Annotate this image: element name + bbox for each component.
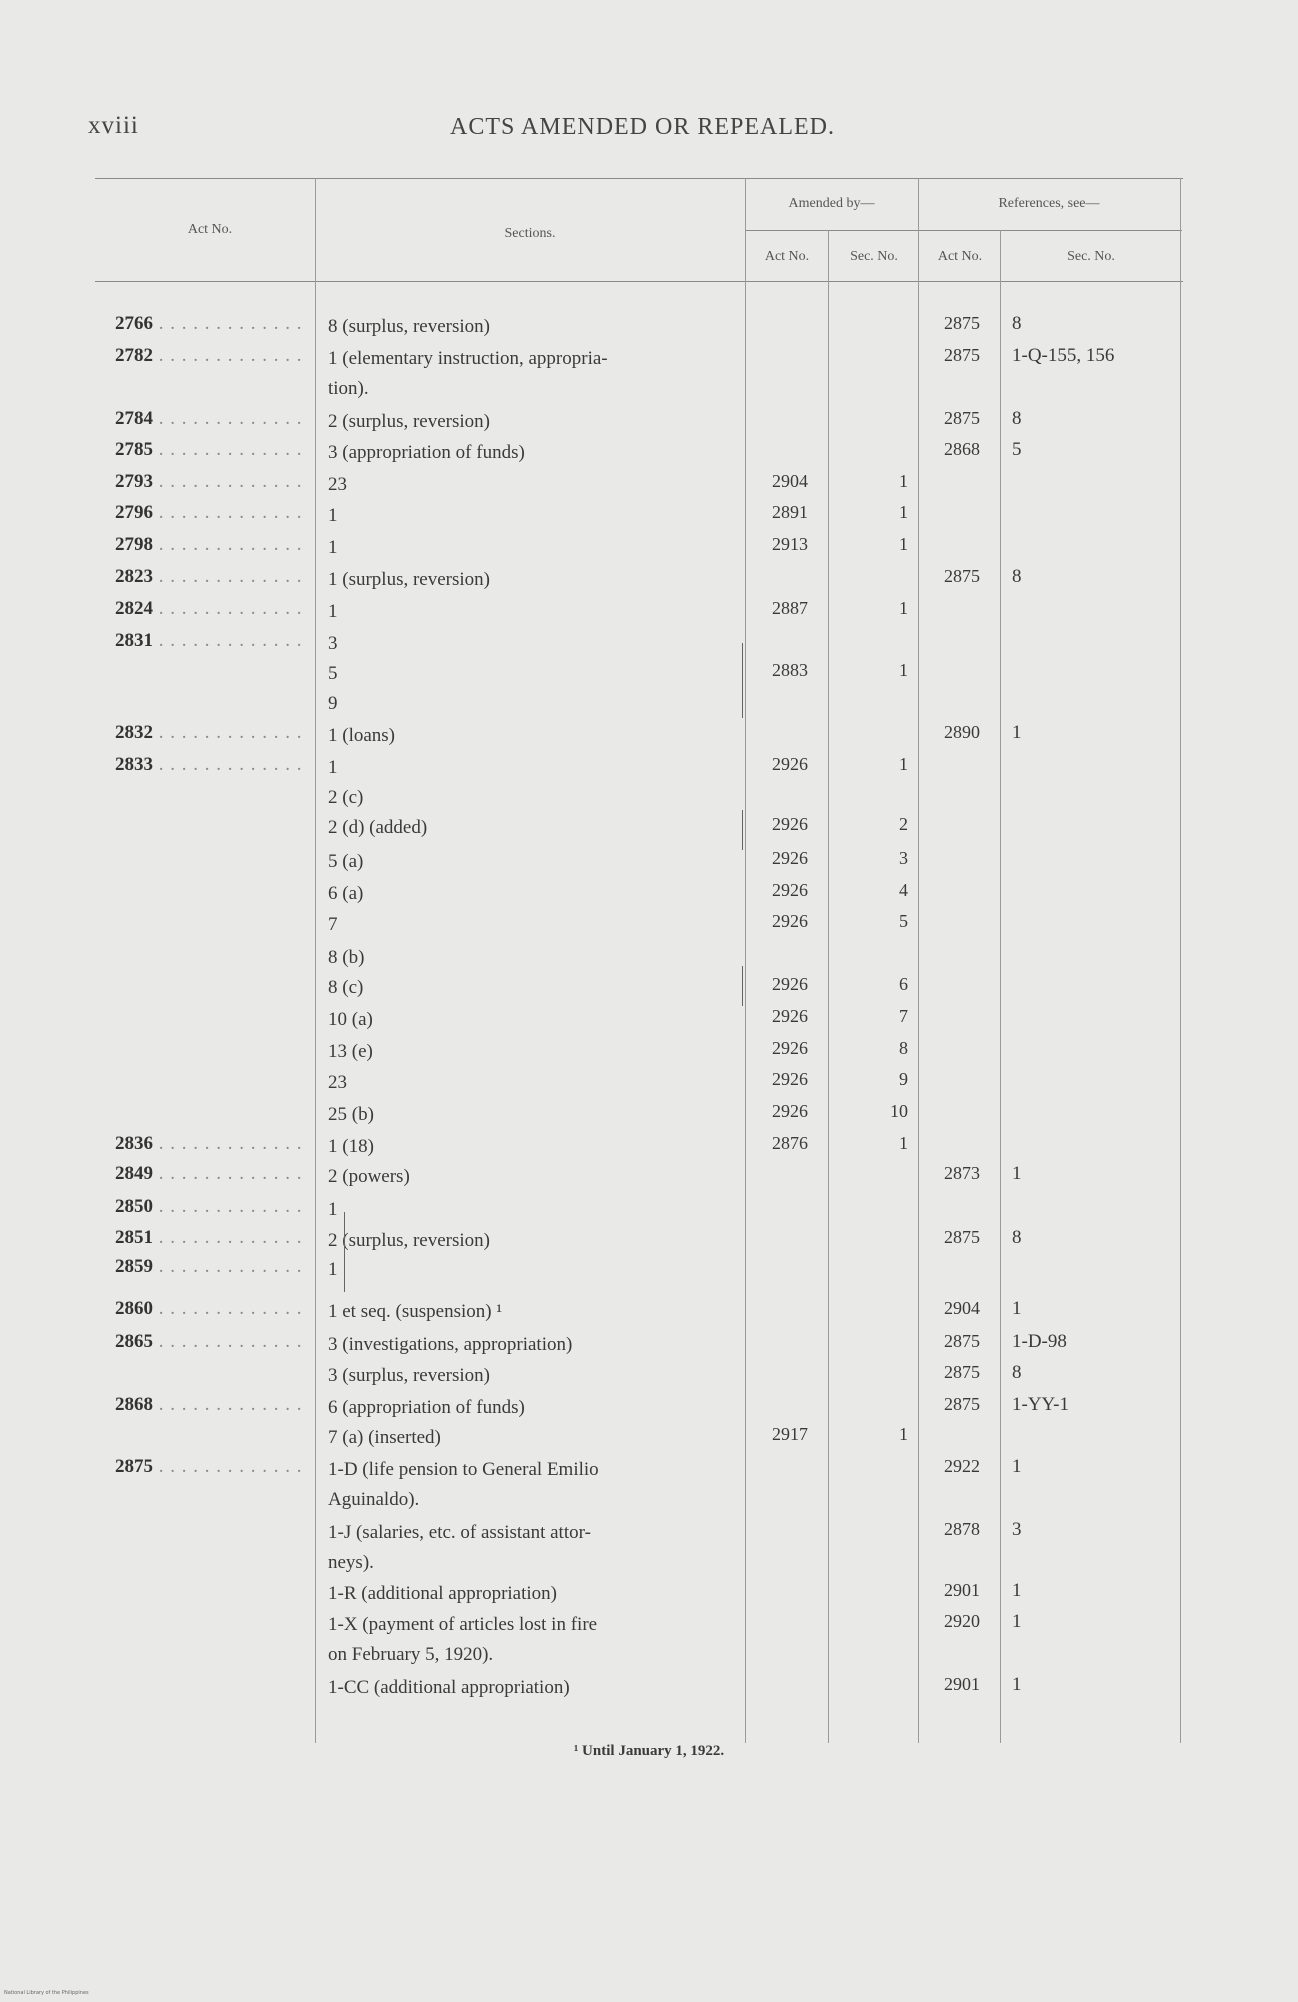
section-text: 1	[328, 537, 338, 558]
dot-leader: . . . . . . . . . . . . .	[153, 754, 303, 775]
table-row	[0, 784, 1298, 814]
amended-act-number: 2926	[772, 1006, 808, 1026]
amended-act-number: 2926	[772, 848, 808, 868]
act-number: 2836 . . . . . . . . . . . . .	[115, 1133, 303, 1154]
act-number: 2796 . . . . . . . . . . . . .	[115, 502, 303, 523]
section-text: 2 (surplus, reversion)	[328, 411, 490, 432]
table-row	[0, 944, 1298, 974]
reference-act-number: 2901	[944, 1674, 980, 1694]
section-text: 1-X (payment of articles lost in fire	[328, 1614, 598, 1635]
header-sections: Sections.	[504, 226, 556, 241]
amended-sec-number: 2	[899, 814, 908, 834]
section-text: 3 (surplus, reversion)	[328, 1365, 490, 1386]
section-text: tion).	[328, 378, 369, 399]
table-row	[0, 1362, 1298, 1392]
dot-leader: . . . . . . . . . . . . .	[153, 1163, 303, 1184]
reference-act-number: 2875	[944, 566, 980, 586]
table-row	[0, 1038, 1298, 1068]
section-text: 8 (surplus, reversion)	[328, 316, 490, 337]
dot-leader: . . . . . . . . . . . . .	[153, 534, 303, 555]
table-row	[0, 814, 1298, 844]
act-number: 2766 . . . . . . . . . . . . .	[115, 313, 303, 334]
section-text: on February 5, 1920).	[328, 1644, 494, 1665]
section-text: 8 (b)	[328, 947, 365, 968]
reference-act-number: 2920	[944, 1611, 980, 1631]
act-number: 2824 . . . . . . . . . . . . .	[115, 598, 303, 619]
dot-leader: . . . . . . . . . . . . .	[153, 313, 303, 334]
reference-sec-number: 8	[1012, 313, 1022, 334]
header-amended-sec-no: Sec. No.	[850, 249, 898, 264]
reference-sec-number: 1	[1012, 1611, 1022, 1632]
table-row	[0, 722, 1298, 752]
act-number: 2793 . . . . . . . . . . . . .	[115, 471, 303, 492]
act-number: 2785 . . . . . . . . . . . . .	[115, 439, 303, 460]
section-text: 23	[328, 1072, 347, 1093]
page-title: ACTS AMENDED OR REPEALED.	[450, 114, 836, 140]
amended-act-number: 2926	[772, 880, 808, 900]
dot-leader: . . . . . . . . . . . . .	[153, 408, 303, 429]
act-number: 2860 . . . . . . . . . . . . .	[115, 1298, 303, 1319]
header-ref-sec-no: Sec. No.	[1067, 249, 1115, 264]
act-number: 2859 . . . . . . . . . . . . .	[115, 1256, 303, 1277]
section-text: 5	[328, 663, 338, 684]
reference-act-number: 2890	[944, 722, 980, 742]
section-text: 3 (appropriation of funds)	[328, 442, 525, 463]
dot-leader: . . . . . . . . . . . . .	[153, 630, 303, 651]
header-ref-act-no: Act No.	[937, 249, 983, 264]
section-text: 2 (d) (added)	[328, 817, 428, 838]
section-text: 1 et seq. (suspension) ¹	[328, 1301, 503, 1322]
dot-leader: . . . . . . . . . . . . .	[153, 1331, 303, 1352]
amended-act-number: 2926	[772, 1069, 808, 1089]
table-row	[0, 1101, 1298, 1131]
reference-act-number: 2875	[944, 1331, 980, 1351]
act-number: 2875 . . . . . . . . . . . . .	[115, 1456, 303, 1477]
amended-act-number: 2917	[772, 1424, 808, 1444]
reference-act-number: 2875	[944, 313, 980, 333]
section-text: 10 (a)	[328, 1009, 373, 1030]
section-text: neys).	[328, 1552, 374, 1573]
bracket-2831	[736, 643, 743, 718]
table-row	[0, 660, 1298, 690]
table-row	[0, 598, 1298, 628]
table-row	[0, 1580, 1298, 1610]
reference-sec-number: 1	[1012, 1580, 1022, 1601]
table-row	[0, 313, 1298, 343]
dot-leader: . . . . . . . . . . . . .	[153, 471, 303, 492]
table-row	[0, 502, 1298, 532]
reference-sec-number: 1	[1012, 1456, 1022, 1477]
table-row	[0, 911, 1298, 941]
act-number: 2833 . . . . . . . . . . . . .	[115, 754, 303, 775]
table-row	[0, 1486, 1298, 1516]
act-number: 2868 . . . . . . . . . . . . .	[115, 1394, 303, 1415]
section-text: 1 (loans)	[328, 725, 396, 746]
header-references: References, see—	[998, 196, 1100, 211]
amended-act-number: 2887	[772, 598, 808, 618]
section-text: 6 (appropriation of funds)	[328, 1397, 525, 1418]
dot-leader: . . . . . . . . . . . . .	[153, 1227, 303, 1248]
table-row	[0, 1227, 1298, 1257]
act-number: 2831 . . . . . . . . . . . . .	[115, 630, 303, 651]
dot-leader: . . . . . . . . . . . . .	[153, 1456, 303, 1477]
reference-act-number: 2922	[944, 1456, 980, 1476]
section-text: 1	[328, 601, 338, 622]
dot-leader: . . . . . . . . . . . . .	[153, 345, 303, 366]
table-row	[0, 439, 1298, 469]
section-text: 5 (a)	[328, 851, 364, 872]
amended-sec-number: 1	[899, 754, 908, 774]
reference-sec-number: 1	[1012, 1674, 1022, 1695]
section-text: Aguinaldo).	[328, 1489, 420, 1510]
table-row	[0, 534, 1298, 564]
section-text: 23	[328, 474, 347, 495]
dot-leader: . . . . . . . . . . . . .	[153, 1196, 303, 1217]
reference-act-number: 2878	[944, 1519, 980, 1539]
amended-sec-number: 1	[899, 598, 908, 618]
section-text: 7	[328, 914, 338, 935]
amended-sec-number: 3	[899, 848, 908, 868]
reference-act-number: 2875	[944, 408, 980, 428]
amended-act-number: 2891	[772, 502, 808, 522]
table-row	[0, 1006, 1298, 1036]
section-text: 1-D (life pension to General Emilio	[328, 1459, 599, 1480]
amended-act-number: 2926	[772, 1101, 808, 1121]
bracket-2833-2c-2d	[736, 810, 743, 850]
section-text: 3	[328, 633, 338, 654]
section-text: 9	[328, 693, 338, 714]
reference-sec-number: 1	[1012, 1163, 1022, 1184]
dot-leader: . . . . . . . . . . . . .	[153, 1256, 303, 1277]
act-number: 2832 . . . . . . . . . . . . .	[115, 722, 303, 743]
amended-act-number: 2904	[772, 471, 808, 491]
table-row	[0, 880, 1298, 910]
dot-leader: . . . . . . . . . . . . .	[153, 1394, 303, 1415]
act-number: 2782 . . . . . . . . . . . . .	[115, 345, 303, 366]
table-row	[0, 1298, 1298, 1328]
table-row	[0, 1196, 1298, 1226]
dot-leader: . . . . . . . . . . . . .	[153, 439, 303, 460]
amended-sec-number: 10	[890, 1101, 908, 1121]
table-row	[0, 974, 1298, 1004]
reference-act-number: 2901	[944, 1580, 980, 1600]
table-row	[0, 408, 1298, 438]
table-row	[0, 1331, 1298, 1361]
section-text: 1	[328, 757, 338, 778]
section-text: 1 (surplus, reversion)	[328, 569, 490, 590]
reference-sec-number: 1-D-98	[1012, 1331, 1067, 1352]
reference-sec-number: 1-YY-1	[1012, 1394, 1069, 1415]
reference-sec-number: 1	[1012, 1298, 1022, 1319]
section-text: 1 (18)	[328, 1136, 374, 1157]
amended-act-number: 2926	[772, 754, 808, 774]
section-text: 8 (c)	[328, 977, 364, 998]
table-row	[0, 1519, 1298, 1549]
amended-sec-number: 1	[899, 1133, 908, 1153]
table-row	[0, 848, 1298, 878]
section-text: 3 (investigations, appropriation)	[328, 1334, 573, 1355]
dot-leader: . . . . . . . . . . . . .	[153, 598, 303, 619]
section-text: 1	[328, 1259, 338, 1280]
amended-act-number: 2876	[772, 1133, 808, 1153]
amended-sec-number: 7	[899, 1006, 908, 1026]
reference-act-number: 2868	[944, 439, 980, 459]
amended-sec-number: 1	[899, 471, 908, 491]
reference-sec-number: 1	[1012, 722, 1022, 743]
amended-sec-number: 1	[899, 660, 908, 680]
act-number: 2823 . . . . . . . . . . . . .	[115, 566, 303, 587]
header-act-no: Act No.	[187, 222, 233, 237]
act-number: 2851 . . . . . . . . . . . . .	[115, 1227, 303, 1248]
section-text: 25 (b)	[328, 1104, 374, 1125]
dot-leader: . . . . . . . . . . . . .	[153, 1133, 303, 1154]
section-text: 13 (e)	[328, 1041, 373, 1062]
reference-sec-number: 8	[1012, 566, 1022, 587]
section-text: 2 (c)	[328, 787, 364, 808]
amended-sec-number: 1	[899, 534, 908, 554]
amended-act-number: 2926	[772, 814, 808, 834]
table-row	[0, 471, 1298, 501]
reference-sec-number: 5	[1012, 439, 1022, 460]
section-text: 7 (a) (inserted)	[328, 1427, 441, 1448]
dot-leader: . . . . . . . . . . . . .	[153, 566, 303, 587]
section-text: 1-R (additional appropriation)	[328, 1583, 557, 1604]
section-text: 1	[328, 1199, 338, 1220]
table-row	[0, 1424, 1298, 1454]
act-number: 2849 . . . . . . . . . . . . .	[115, 1163, 303, 1184]
act-number: 2865 . . . . . . . . . . . . .	[115, 1331, 303, 1352]
footnote: ¹ Until January 1, 1922.	[573, 1743, 725, 1759]
amended-sec-number: 1	[899, 1424, 908, 1444]
dot-leader: . . . . . . . . . . . . .	[153, 502, 303, 523]
dot-leader: . . . . . . . . . . . . .	[153, 722, 303, 743]
reference-act-number: 2875	[944, 1394, 980, 1414]
act-number: 2798 . . . . . . . . . . . . .	[115, 534, 303, 555]
act-number: 2850 . . . . . . . . . . . . .	[115, 1196, 303, 1217]
act-number: 2784 . . . . . . . . . . . . .	[115, 408, 303, 429]
table-row	[0, 1163, 1298, 1193]
table-row	[0, 754, 1298, 784]
section-text: 1-J (salaries, etc. of assistant attor-	[328, 1522, 591, 1543]
table-row	[0, 1456, 1298, 1486]
amended-sec-number: 4	[899, 880, 908, 900]
table-row	[0, 566, 1298, 596]
reference-act-number: 2875	[944, 1362, 980, 1382]
amended-act-number: 2883	[772, 660, 808, 680]
amended-act-number: 2913	[772, 534, 808, 554]
table-row	[0, 345, 1298, 375]
amended-sec-number: 9	[899, 1069, 908, 1089]
reference-act-number: 2875	[944, 345, 980, 365]
header-amended-act-no: Act No.	[764, 249, 810, 264]
reference-sec-number: 8	[1012, 408, 1022, 429]
section-text: 1-CC (additional appropriation)	[328, 1677, 570, 1698]
table-row	[0, 1394, 1298, 1424]
table-row	[0, 1256, 1298, 1286]
amended-act-number: 2926	[772, 911, 808, 931]
dot-leader: . . . . . . . . . . . . .	[153, 1298, 303, 1319]
amended-sec-number: 8	[899, 1038, 908, 1058]
table-row	[0, 690, 1298, 720]
amended-sec-number: 1	[899, 502, 908, 522]
table-row	[0, 1674, 1298, 1704]
table-row	[0, 1133, 1298, 1163]
reference-sec-number: 3	[1012, 1519, 1022, 1540]
reference-act-number: 2875	[944, 1227, 980, 1247]
amended-act-number: 2926	[772, 974, 808, 994]
bracket-2850-2859	[338, 1212, 345, 1292]
table-row	[0, 1611, 1298, 1641]
section-text: 2 (surplus, reversion)	[328, 1230, 490, 1251]
section-text: 2 (powers)	[328, 1166, 410, 1187]
section-text: 1 (elementary instruction, appropria-	[328, 348, 608, 369]
reference-sec-number: 8	[1012, 1227, 1022, 1248]
table-row	[0, 1069, 1298, 1099]
section-text: 6 (a)	[328, 883, 364, 904]
table-row	[0, 375, 1298, 405]
table-row	[0, 1641, 1298, 1671]
section-text: 1	[328, 505, 338, 526]
amended-act-number: 2926	[772, 1038, 808, 1058]
library-stamp: National Library of the Philippines	[4, 1990, 89, 1996]
reference-act-number: 2904	[944, 1298, 980, 1318]
table-row	[0, 1549, 1298, 1579]
page-number: xviii	[88, 112, 139, 139]
amended-sec-number: 5	[899, 911, 908, 931]
bracket-2833-8b-8c	[736, 966, 743, 1006]
amended-sec-number: 6	[899, 974, 908, 994]
reference-sec-number: 8	[1012, 1362, 1022, 1383]
reference-sec-number: 1-Q-155, 156	[1012, 345, 1115, 366]
reference-act-number: 2873	[944, 1163, 980, 1183]
table-row	[0, 630, 1298, 660]
header-amended-by: Amended by—	[788, 196, 875, 211]
